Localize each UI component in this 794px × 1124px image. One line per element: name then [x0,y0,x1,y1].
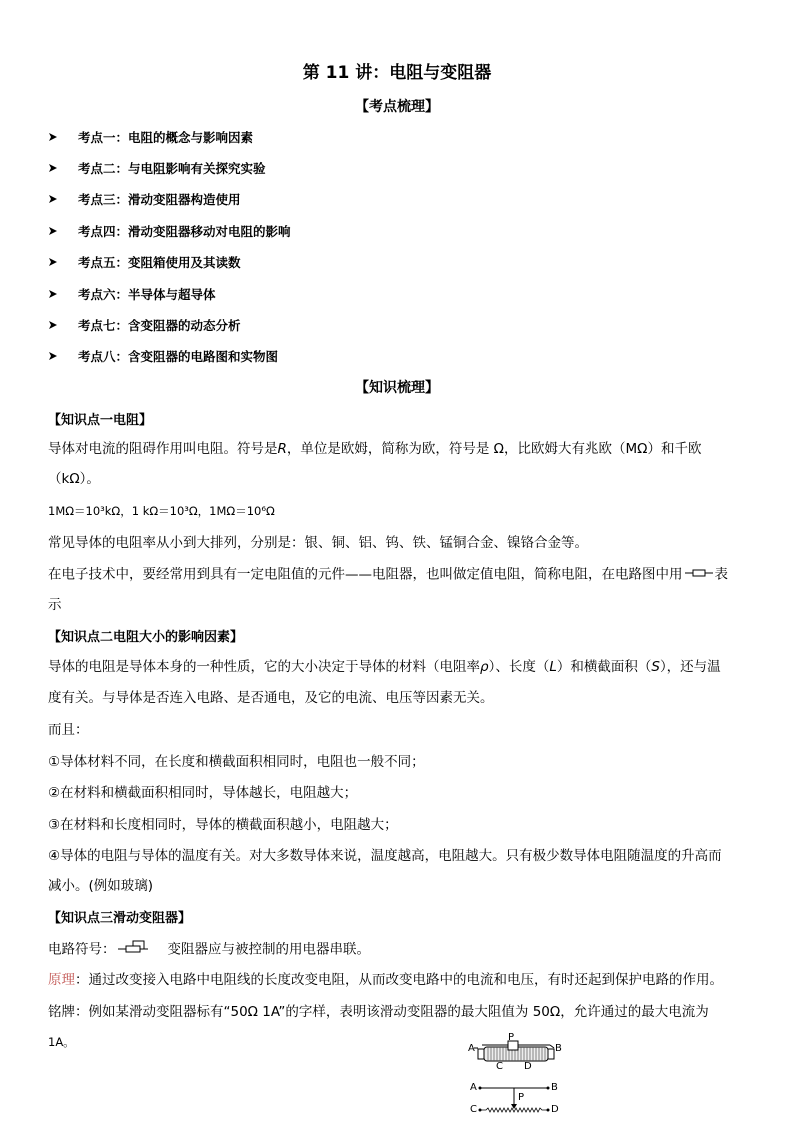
k2-paragraph-1 [48,652,748,683]
k1-heading: 【知识点一电阻】 [48,413,153,428]
circuit-symbol-label: 电路符号： [48,941,116,958]
kaodian-item-label: 考点七：含变阻器的动态分析 [78,318,241,333]
principle-text: ：通过改变接入电路中电阻线的长度改变电阻，从而改变电路中的电流和电压，有时还起到保护电路的作用。 [75,972,723,988]
k1-p3a: 在电子技术中，要经常用到具有一定电阻值的元件——电阻器，也叫做定值电阻，简称电阻，在电路图中用 [48,566,683,583]
arrow-bullet-icon [48,132,78,142]
fig-top-label-b: B [555,1043,562,1054]
series-note: 变阻器应与被控制的用电器串联。 [167,941,370,958]
kaodian-item [48,347,278,365]
k2-item-3: ③在材料和长度相同时，导体的横截面积越小，电阻越大； [48,817,398,833]
fig-label-p: P [518,1092,525,1103]
kaodian-item-label: 考点六：半导体与超导体 [78,287,216,302]
k1-paragraph-2: 常见导体的电阻率从小到大排列，分别是：银、铜、铝、钨、铁、锰铜合金、镍铬合金等。 [48,535,588,551]
length-symbol: L [549,659,557,675]
k1-paragraph-1 [48,434,748,465]
k3-symbol-line [48,934,748,966]
k2-item-1: ①导体材料不同，在长度和横截面积相同时，电阻也一般不同； [48,754,425,770]
kaodian-item [48,128,253,146]
resistivity-symbol: ρ [480,659,489,675]
k1-paragraph-1-cont: （kΩ）。 [48,471,100,487]
k1-p1a: 导体对电流的阻碍作用叫电阻。符号是 [48,441,278,457]
zhishi-heading: 【知识梳理】 [355,380,439,396]
k2-item-4: ④导体的电阻与导体的温度有关。对大多数导体来说，温度越高，电阻越大。只有极少数导体电阻随温度的升高而 [48,848,722,864]
kaodian-item [48,222,291,240]
k2-p1b: ）、长度（ [488,659,550,675]
arrow-bullet-icon [48,320,78,330]
fig-label-b: B [551,1082,558,1093]
k3-nameplate: 铭牌：例如某滑动变阻器标有“50Ω 1A”的字样，表明该滑动变阻器的最大阻值为 50Ω，允许通过的最大电流为 [48,1004,709,1020]
kaodian-item [48,159,266,177]
k2-heading: 【知识点二电阻大小的影响因素】 [48,630,244,645]
arrow-bullet-icon [48,226,78,236]
fig-label-a: A [470,1082,477,1093]
kaodian-item-label: 考点二：与电阻影响有关探究实验 [78,161,266,176]
kaodian-item-label: 考点四：滑动变阻器移动对电阻的影响 [78,224,291,239]
k1-p3b: 表 [714,566,728,583]
k2-paragraph-1-cont: 度有关。与导体是否连入电路、是否通电，及它的电流、电压等因素无关。 [48,690,494,706]
arrow-bullet-icon [48,194,78,204]
kaodian-heading: 【考点梳理】 [355,99,439,115]
fig-label-c: C [470,1104,477,1115]
k1-paragraph-3 [48,559,748,591]
rheostat-figure [466,1032,566,1120]
k2-paragraph-2: 而且： [48,722,89,738]
rheostat-symbol-icon [118,934,152,965]
k2-p1c: ）和横截面积（ [556,659,652,675]
k3-heading: 【知识点三滑动变阻器】 [48,911,192,926]
resistor-symbol-icon [685,559,713,590]
fig-top-label-d: D [524,1061,532,1072]
fig-top-label-p: P [508,1032,515,1043]
kaodian-item [48,253,241,271]
kaodian-item-label: 考点三：滑动变阻器构造使用 [78,192,241,207]
arrow-bullet-icon [48,289,78,299]
k2-item-4-cont: 减小。(例如玻璃) [48,878,154,894]
kaodian-item [48,190,241,208]
k2-p1a: 导体的电阻是导体本身的一种性质，它的大小决定于导体的材料（电阻率 [48,659,480,675]
principle-label: 原理 [48,972,75,988]
resistance-symbol-r: R [277,441,287,457]
k2-item-2: ②在材料和横截面积相同时，导体越长，电阻越大； [48,785,358,801]
fig-top-label-a: A [468,1043,475,1054]
k1-paragraph-3-cont: 示 [48,597,62,613]
k1-p1b: ，单位是欧姆，简称为欧，符号是 Ω，比欧姆大有兆欧（MΩ）和千欧 [286,441,702,457]
fig-top-label-c: C [496,1061,503,1072]
fig-label-d: D [551,1104,559,1115]
kaodian-item [48,316,241,334]
kaodian-item-label: 考点八：含变阻器的电路图和实物图 [78,349,279,364]
k2-p1d: ），还与温 [659,659,721,675]
k1-unit-conversions: 1MΩ＝10³kΩ，1 kΩ＝10³Ω，1MΩ＝10⁶Ω [48,504,275,518]
kaodian-item-label: 考点一：电阻的概念与影响因素 [78,130,254,145]
page-title: 第 11 讲：电阻与变阻器 [302,63,492,83]
kaodian-item-label: 考点五：变阻箱使用及其读数 [78,255,241,270]
k3-principle [48,965,748,996]
kaodian-item [48,285,216,303]
arrow-bullet-icon [48,351,78,361]
arrow-bullet-icon [48,257,78,267]
area-symbol: S [651,659,660,675]
arrow-bullet-icon [48,163,78,173]
k3-nameplate-cont: 1A。 [48,1035,75,1049]
